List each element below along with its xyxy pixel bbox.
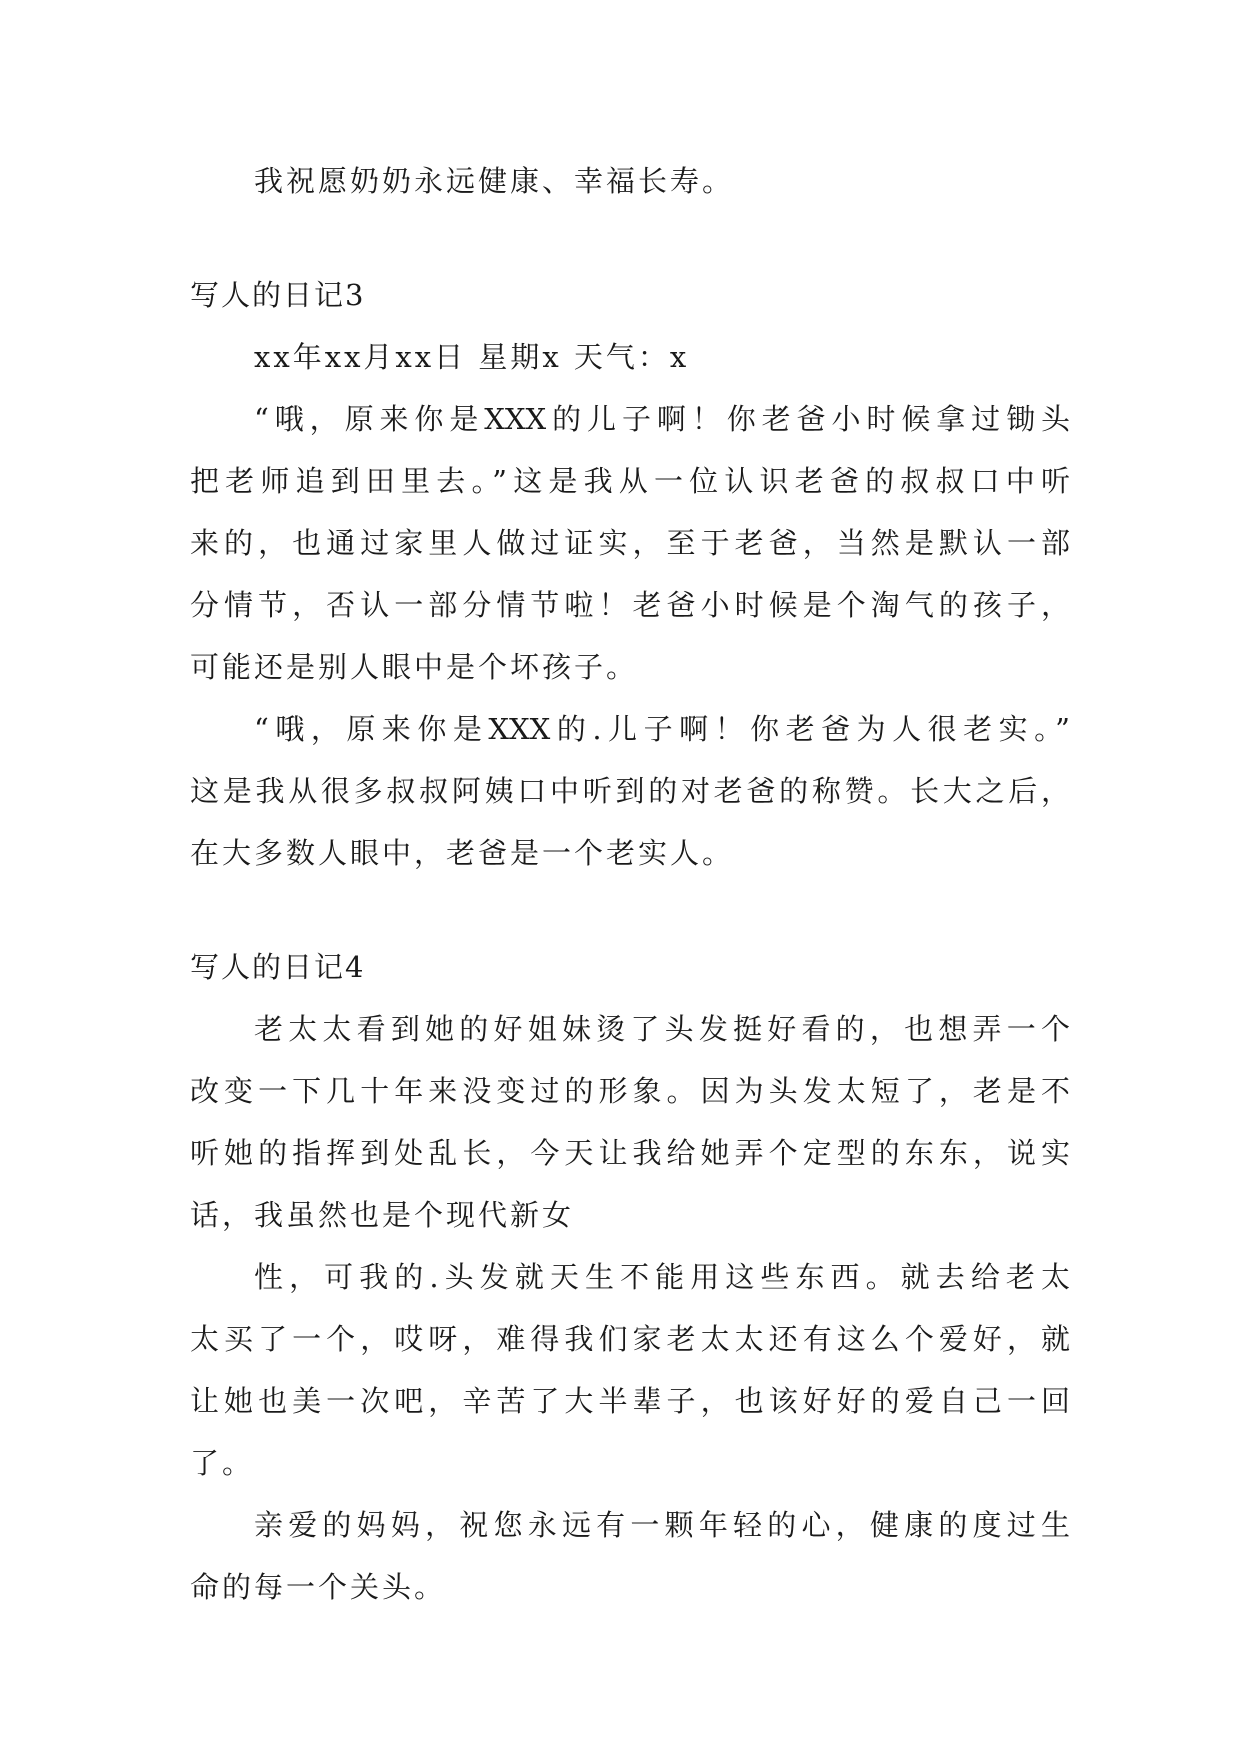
paragraph-line: 了。 [190, 1446, 255, 1480]
paragraph-line: 让她也美一次吧，辛苦了大半辈子，也该好好的爱自己一回 [190, 1384, 1070, 1418]
section-gap [190, 212, 1070, 264]
paragraph-wish: 我祝愿奶奶永远健康、幸福长寿。 [254, 164, 735, 198]
paragraph-line: “哦，原来你是XXX的.儿子啊！你老爸为人很老实。” [254, 712, 1070, 746]
diary3-title: 写人的日记3 [190, 278, 366, 312]
paragraph-line: 改变一下几十年来没变过的形象。因为头发太短了，老是不 [190, 1074, 1070, 1108]
diary3-paragraph-1 [190, 388, 1070, 698]
paragraph-line: 可能还是别人眼中是个坏孩子。 [190, 650, 639, 684]
section-gap [190, 884, 1070, 936]
diary4-paragraph-1 [190, 998, 1070, 1246]
paragraph-line: 太买了一个，哎呀，难得我们家老太太还有这么个爱好，就 [190, 1322, 1070, 1356]
diary4-paragraph-3 [190, 1494, 1070, 1618]
paragraph-line: 亲爱的妈妈，祝您永远有一颗年轻的心，健康的度过生 [254, 1508, 1070, 1542]
paragraph-line: “哦，原来你是XXX的儿子啊！你老爸小时候拿过锄头 [254, 402, 1070, 436]
paragraph-line: 来的，也通过家里人做过证实，至于老爸，当然是默认一部 [190, 526, 1070, 560]
diary4-paragraph-2 [190, 1246, 1070, 1494]
paragraph-line: 这是我从很多叔叔阿姨口中听到的对老爸的称赞。长大之后， [190, 774, 1070, 808]
paragraph-line: 把老师追到田里去。”这是我从一位认识老爸的叔叔口中听 [190, 464, 1070, 498]
paragraph-line: 听她的指挥到处乱长，今天让我给她弄个定型的东东，说实 [190, 1136, 1070, 1170]
diary4-title: 写人的日记4 [190, 950, 366, 984]
paragraph-line: 分情节，否认一部分情节啦！老爸小时候是个淘气的孩子， [190, 588, 1070, 622]
paragraph-line: 命的每一个关头。 [190, 1570, 447, 1604]
diary3-date-line: xx年xx月xx日 星期x 天气：x [254, 340, 690, 374]
diary3-paragraph-2 [190, 698, 1070, 884]
paragraph-line: 在大多数人眼中，老爸是一个老实人。 [190, 836, 735, 870]
paragraph-line: 性，可我的.头发就天生不能用这些东西。就去给老太 [254, 1260, 1070, 1294]
document-page [190, 150, 1070, 1618]
paragraph-line: 老太太看到她的好姐妹烫了头发挺好看的，也想弄一个 [254, 1012, 1070, 1046]
paragraph-line: 话，我虽然也是个现代新女 [190, 1198, 575, 1232]
